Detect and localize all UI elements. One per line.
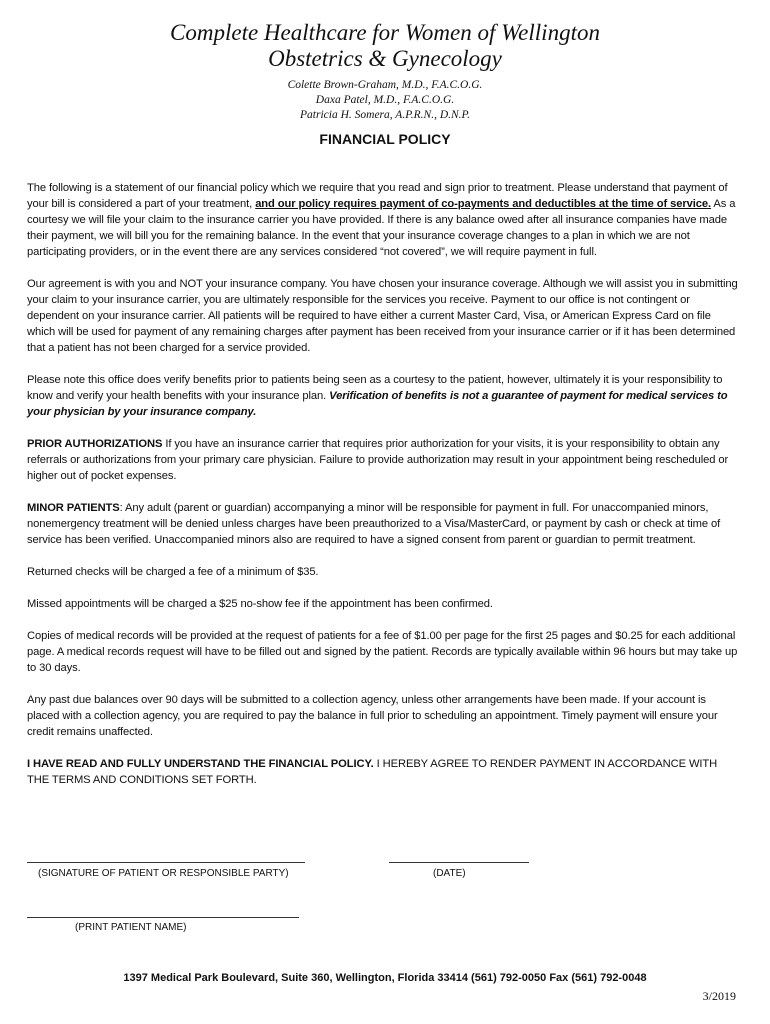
date-label: (DATE) [433,868,466,879]
signature-line[interactable] [27,862,305,863]
paragraph-verification [27,372,741,420]
practice-name-line2: Obstetrics & Gynecology [268,46,502,71]
policy-body [27,180,741,804]
paragraph-text: : Any adult (parent or guardian) accompanying a minor will be responsible for payment in full. For unaccompanied minors, nonemergency treatment will be denied unless charges have been preauthorized to a Visa/MasterCard, or payment by cash or check at time of service has been verified. Unaccompanied minors also are required to have a signed consent from parent or guardian to permit treatment. [27,502,721,546]
date-line[interactable] [389,862,529,863]
signature-label: (SIGNATURE OF PATIENT OR RESPONSIBLE PARTY) [38,868,289,879]
document-title: FINANCIAL POLICY [319,131,451,147]
acknowledgement-statement: I HAVE READ AND FULLY UNDERSTAND THE FINANCIAL POLICY. [27,758,374,770]
paragraph-missed-appointments: Missed appointments will be charged a $25 no-show fee if the appointment has been confirmed. [27,598,493,610]
print-name-label: (PRINT PATIENT NAME) [75,922,187,933]
provider-name: Colette Brown-Graham, M.D., F.A.C.O.G. [287,79,483,91]
paragraph-text: The following is a statement of our financial policy which we require that you read and sign prior to treatment. Please understand that payment of your bill is considered a part of your treatment, [27,182,728,210]
paragraph-text: As a courtesy we will file your claim to the insurance carrier you have provided. If there is any balance owed after all insurance companies have made their payment, we will bill you for the remaining balance. In the event that your insurance coverage changes to a plan in which we are not participating providers, or in the event there are any services considered “not covered”, we will require payment in full. [27,198,736,258]
provider-name: Patricia H. Somera, A.P.R.N., D.N.P. [300,109,470,121]
letterhead [0,20,770,123]
practice-name [0,20,770,72]
paragraph-prior-authorizations [27,436,741,484]
paragraph-text: Please note this office does verify benefits prior to patients being seen as a courtesy to the patient, however, ultimately it is your responsibility to know and verify your health benefits with your insurance plan. [27,374,723,402]
paragraph-acknowledgement [27,756,741,788]
practice-name-line1: Complete Healthcare for Women of Wellington [170,20,600,45]
paragraph-text: I HEREBY AGREE TO RENDER PAYMENT IN ACCORDANCE WITH THE TERMS AND CONDITIONS SET FORTH. [27,758,718,786]
section-label: PRIOR AUTHORIZATIONS [27,438,163,450]
revision-date: 3/2019 [702,989,736,1003]
co-payment-policy-emphasis: and our policy requires payment of co-payments and deductibles at the time of service. [255,198,711,210]
print-name-line[interactable] [27,917,299,918]
office-address-footer: 1397 Medical Park Boulevard, Suite 360, Wellington, Florida 33414 (561) 792-0050 Fax (561) 792-0048 [123,972,647,984]
paragraph-collections: Any past due balances over 90 days will be submitted to a collection agency, unless other arrangements have been made. If your account is placed with a collection agency, you are required to pay the balance in full prior to scheduling an appointment. Timely payment will ensure your credit remains unaffected. [27,694,718,738]
verification-disclaimer: Verification of benefits is not a guarantee of payment for medical services to your physician by your insurance company. [27,390,728,418]
paragraph-returned-checks: Returned checks will be charged a fee of a minimum of $35. [27,566,319,578]
paragraph-agreement: Our agreement is with you and NOT your insurance company. You have chosen your insurance coverage. Although we will assist you in submitting your claim to your insurance carrier, you are ultimately responsible for the services you receive. Payment to our office is not contingent or dependent on your insurance carrier. All patients will be required to have either a current Master Card, Visa, or American Express Card on file which will be used for payment of any remaining charges after payment has been received from your insurance carrier or if it has been determined that a patient has not been charged for a service provided. [27,278,738,354]
section-label: MINOR PATIENTS [27,502,120,514]
paragraph-payment [27,180,741,260]
provider-name: Daxa Patel, M.D., F.A.C.O.G. [315,94,455,106]
paragraph-text: If you have an insurance carrier that requires prior authorization for your visits, it is your responsibility to obtain any referrals or authorizations from your primary care physician. Failure to provide authorization may result in your appointment being rescheduled or higher out of pocket expenses. [27,438,729,482]
paragraph-minor-patients [27,500,741,548]
paragraph-medical-records: Copies of medical records will be provided at the request of patients for a fee of $1.00 per page for the first 25 pages and $0.25 for each additional page. A medical records request will have to be filled out and signed by the patient. Records are typically available within 96 hours but may take up to 30 days. [27,630,738,674]
